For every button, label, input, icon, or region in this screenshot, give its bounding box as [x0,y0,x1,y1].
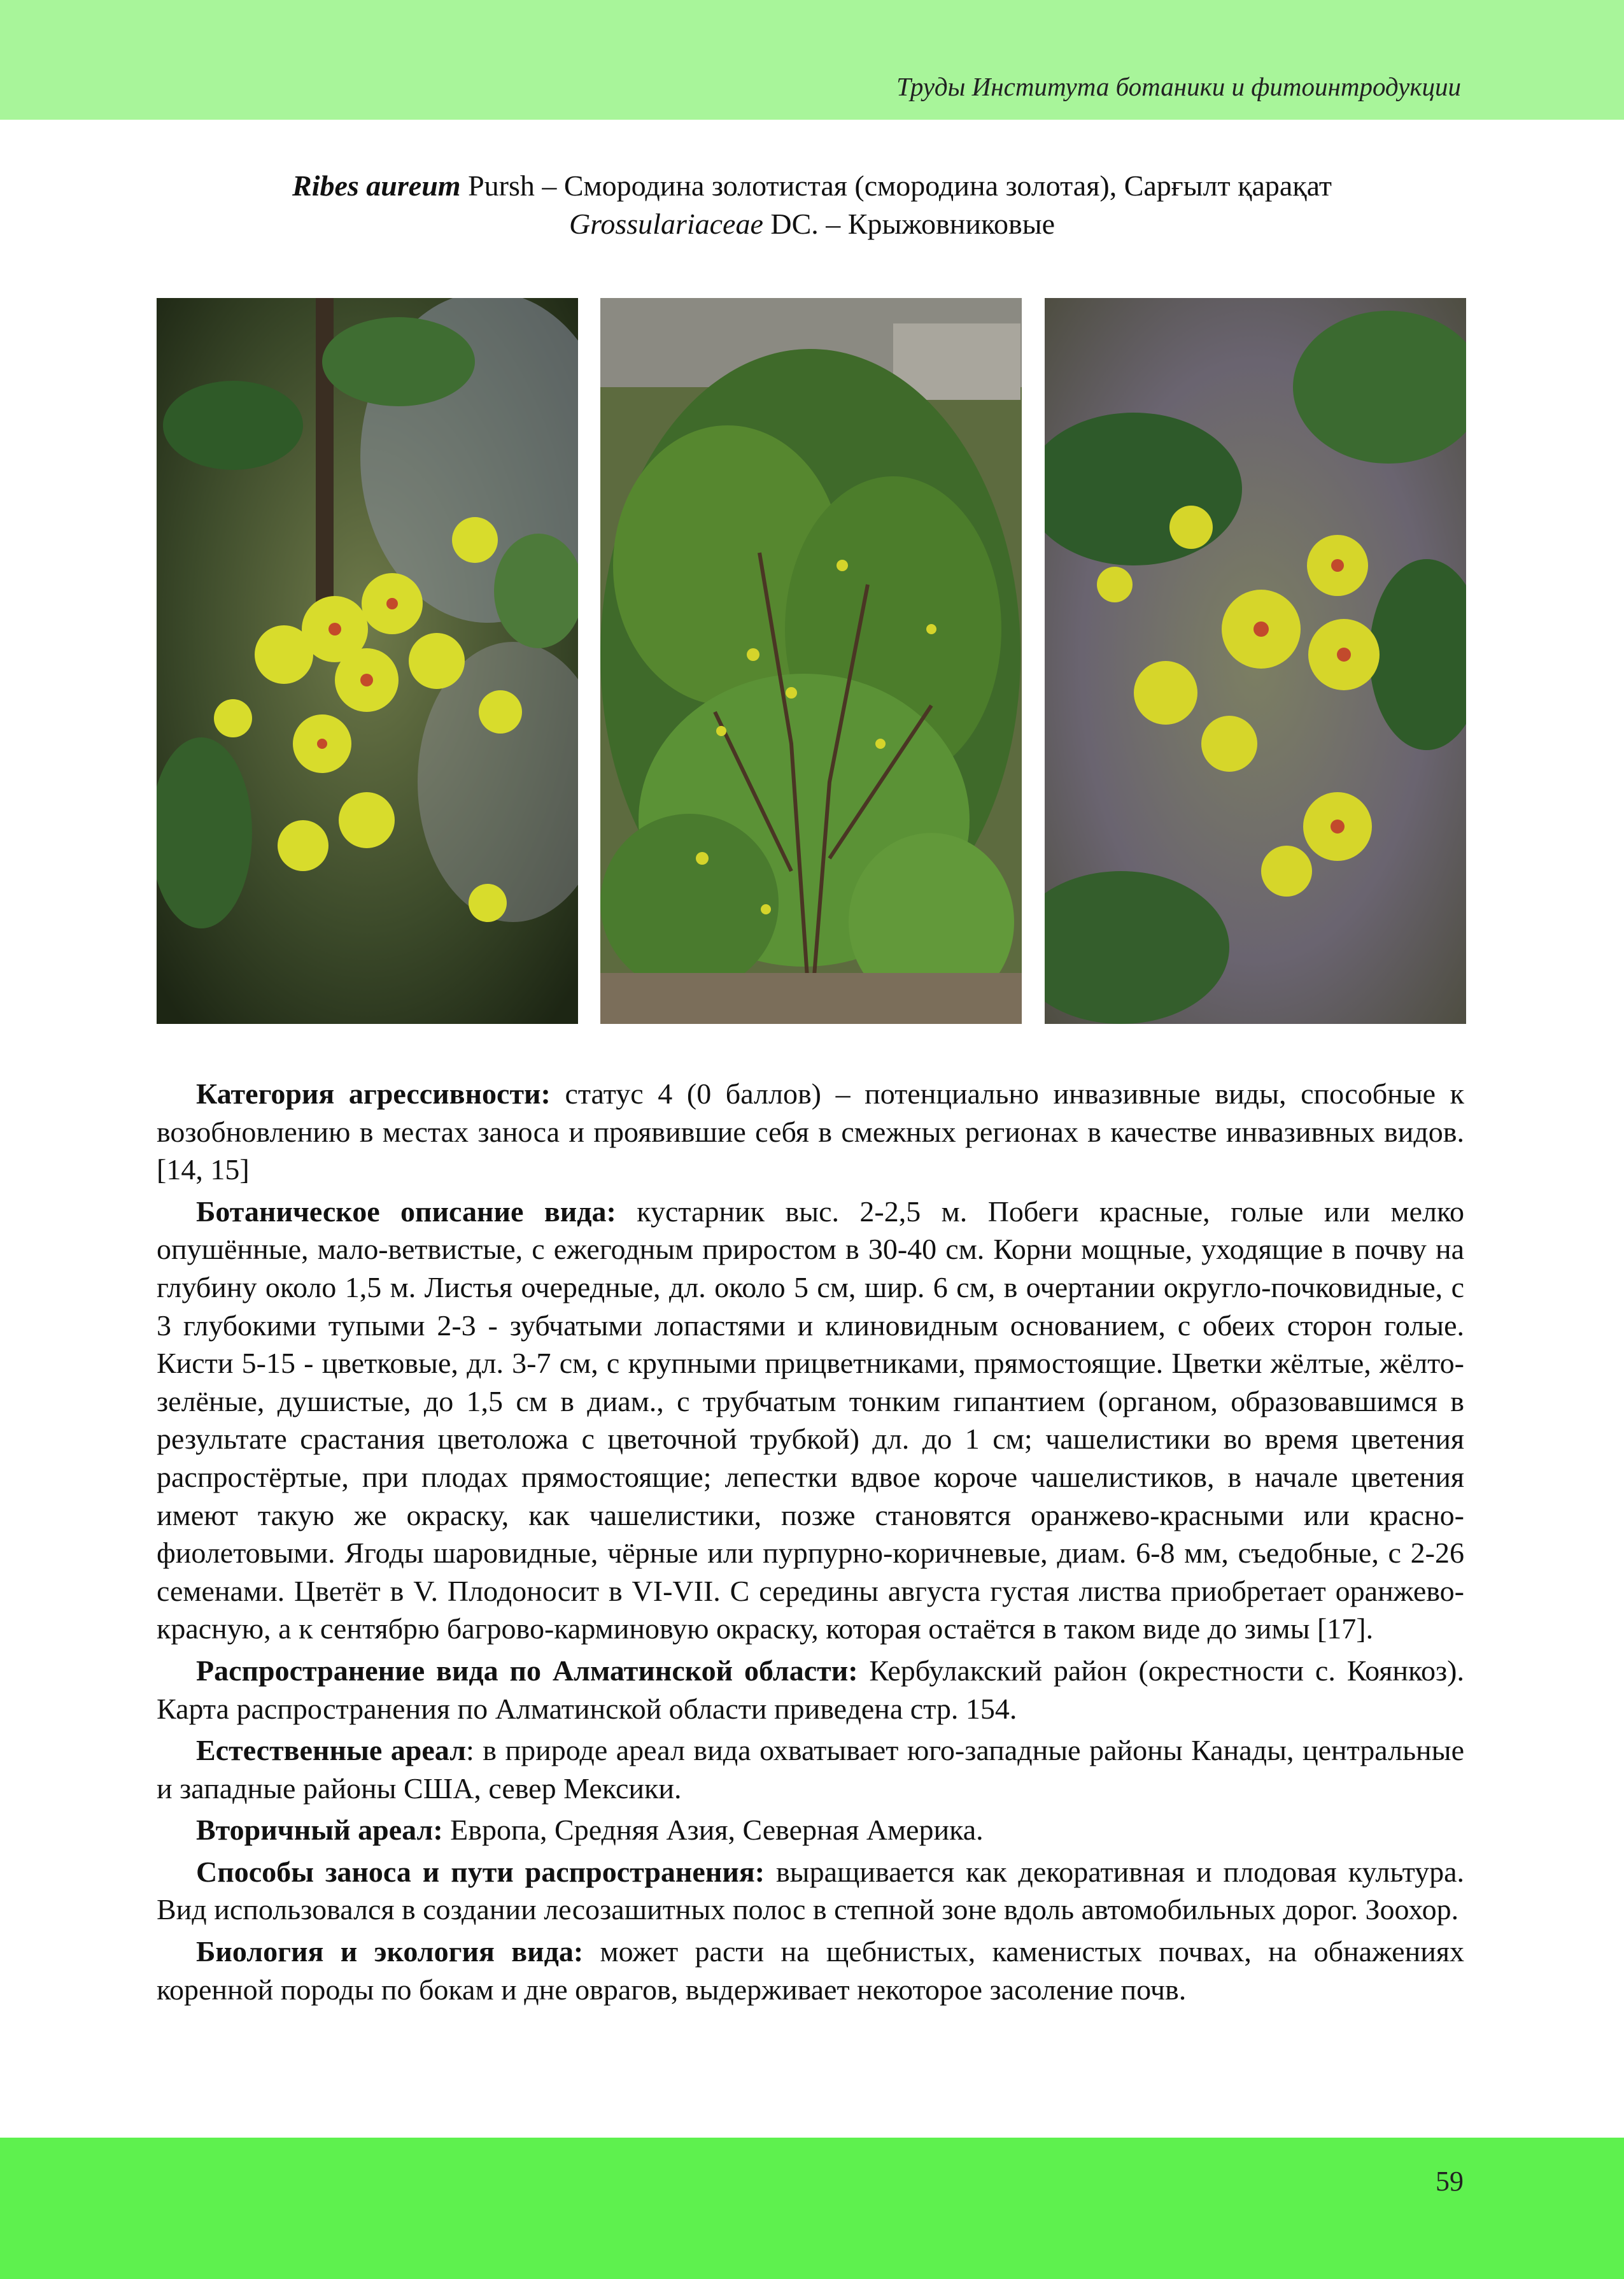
section-text: кустарник выс. 2-2,5 м. Побеги красные, голые или мелко опушённые, мало-ветвистые, с ежегодным приростом в 30-40 см. Корни мощные, уходящие в почву на глубину около 1,5 м. Листья очередные, дл. около 5 см, шир. 6 см, в очертании округло-почковидные, с 3 глубокими тупыми 2-3 - зубчатыми лопастями и клиновидным основанием, с обеих сторон голые. Кисти 5-15 - цветковые, дл. 3-7 см, с крупными прицветниками, прямостоящие. Цветки жёлтые, жёлто-зелёные, душистые, до 1,5 см в диам., с трубчатым тонким гипантием (органом, образовавшимся в результате срастания цветоложа с цветочной трубкой) дл. до 1 см; чашелистики во время цветения распростёртые, при плодах прямостоящие; лепестки вдвое короче чашелистиков, в начале цветения имеют такую же окраску, как чашелистики, позже становятся оранжево-красными или красно-фиолетовыми. Ягоды шаровидные, чёрные или пурпурно-коричневые, диам. 6-8 мм, съедобные, с 2-26 семенами. Цветёт в V. Плодоносит в VI-VII. С середины августа густая листва приобретает оранжево-красную, а к сентябрю багрово-карминовую окраску, которая остаётся в таком виде до зимы [17]. [157,1195,1465,1645]
section-label: Ботаническое описание вида: [196,1195,616,1228]
section-text: : в природе ареал вида охватывает юго-западные районы Канады, центральные и западные районы США, север Мексики. [157,1734,1464,1805]
body-text [157,1075,1464,2008]
species-title-line [0,167,1624,205]
section-text: Европа, Средняя Азия, Северная Америка. [442,1814,984,1847]
section-label: Распространение вида по Алматинской области: [196,1654,858,1687]
body-paragraph [157,1652,1464,1728]
species-common-names: – Смородина золотистая (смородина золотая), Сарғылт қарақат [542,169,1332,202]
footer-band [0,2138,1624,2279]
journal-title: Труды Института ботаники и фитоинтродукции [896,72,1461,101]
family-latin-name: Grossulariaceae [568,208,763,240]
photo-row [157,298,1466,1024]
body-paragraph [157,1853,1464,1929]
family-author: DC. [770,208,819,240]
body-paragraph [157,1193,1464,1648]
page-number: 59 [1436,2166,1464,2197]
body-paragraph [157,1075,1464,1189]
species-title [0,167,1624,243]
section-label: Вторичный ареал: [196,1814,443,1847]
photo-shrub-whole [600,298,1022,1024]
section-label: Биология и экология вида: [196,1935,584,1968]
section-text: Кербулакский район (окрестности с. Коянкоз). Карта распространения по Алматинской области приведена стр. 154. [157,1654,1465,1725]
section-text: выращивается как декоративная и плодовая культура. Вид использовался в создании лесозашитных полос в степной зоне вдоль автомобильных дорог. Зоохор. [157,1855,1464,1926]
section-label: Естественные ареал [196,1734,466,1767]
section-text: может расти на щебнистых, каменистых почвах, на обнажениях коренной породы по бокам и дне оврагов, выдерживает некоторое засоление почв. [157,1935,1464,2006]
species-author: Pursh [468,169,535,202]
photo-flowers-closeup-left [157,298,578,1024]
section-label: Категория агрессивности: [196,1077,551,1110]
family-common-name: – Крыжовниковые [826,208,1056,240]
species-latin-name: Ribes aureum [292,169,461,202]
family-title-line [0,205,1624,243]
body-paragraph [157,1933,1464,2008]
photo-flowers-closeup-right [1045,298,1466,1024]
body-paragraph [157,1811,1464,1849]
section-label: Способы заноса и пути распространения: [196,1855,765,1888]
section-text: статус 4 (0 баллов) – потенциально инвазивные виды, способные к возобновлению в местах заноса и проявившие себя в смежных регионах в качестве инвазивных видов. [14, 15] [157,1077,1464,1186]
body-paragraph [157,1731,1464,1807]
